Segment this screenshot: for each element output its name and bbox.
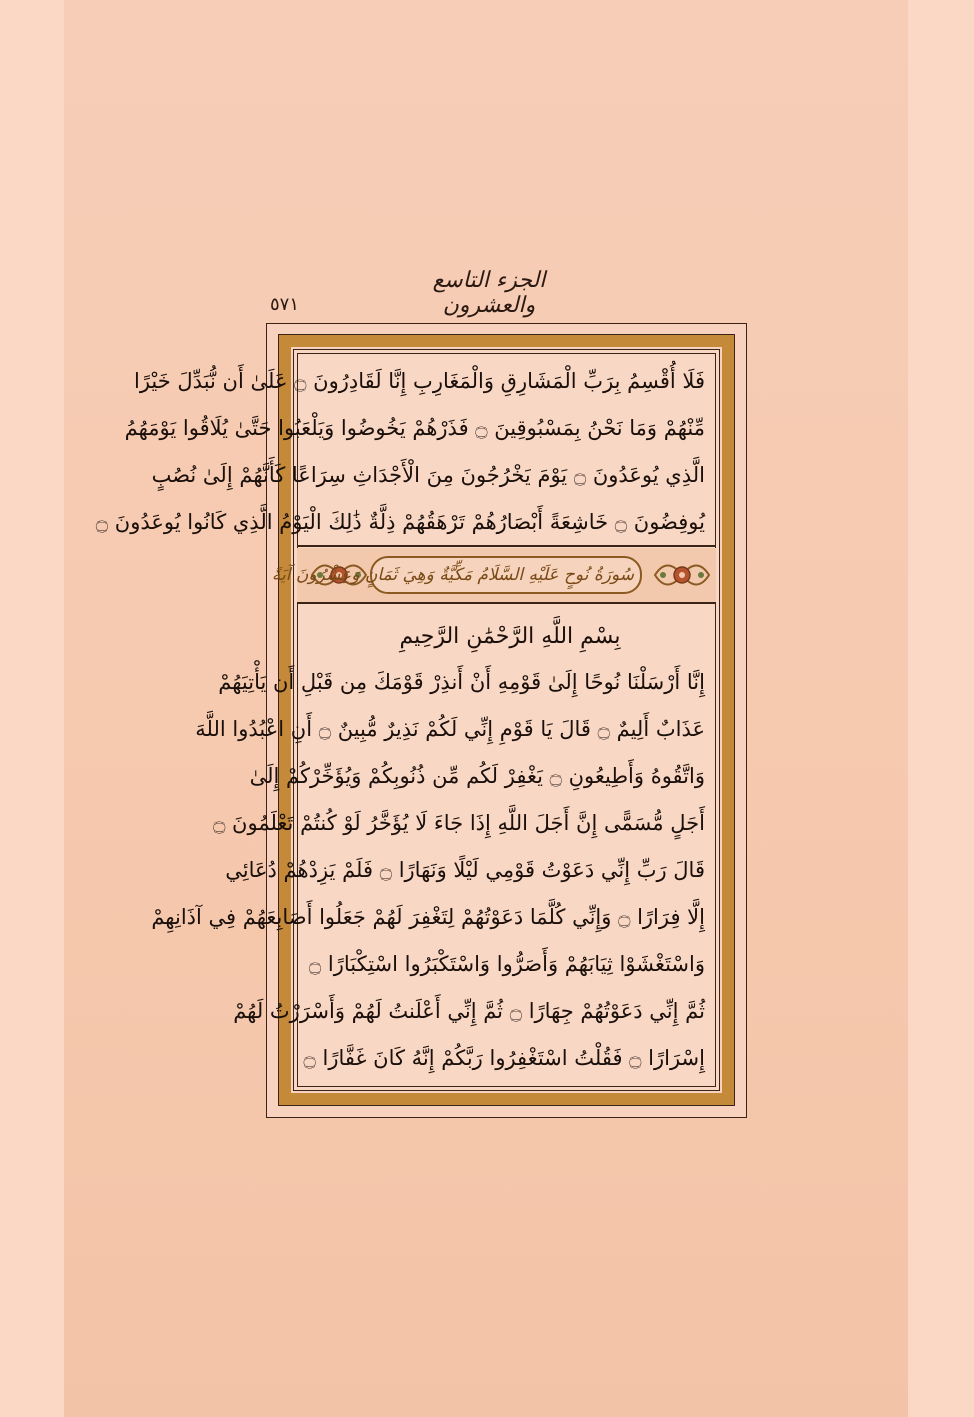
sura-band-rule-bottom	[297, 602, 716, 604]
basmala: بِسْمِ اللَّهِ الرَّحْمَٰنِ الرَّحِيمِ	[399, 624, 621, 649]
text-line: الَّذِي يُوعَدُونَ ۝ يَوْمَ يَخْرُجُونَ مِنَ الْأَجْدَاثِ سِرَاعًا كَأَنَّهُمْ إِلَىٰ نُصُبٍ	[151, 463, 705, 487]
text-line: عَذَابٌ أَلِيمٌ ۝ قَالَ يَا قَوْمِ إِنِّي لَكُمْ نَذِيرٌ مُّبِينٌ ۝ أَنِ اعْبُدُوا اللَّهَ	[195, 717, 705, 741]
text-line: وَاتَّقُوهُ وَأَطِيعُونِ ۝ يَغْفِرْ لَكُم مِّن ذُنُوبِكُمْ وَيُؤَخِّرْكُمْ إِلَىٰ	[249, 764, 705, 788]
text-line: يُوفِضُونَ ۝ خَاشِعَةً أَبْصَارُهُمْ تَرْهَقُهُمْ ذِلَّةٌ ذَٰلِكَ الْيَوْمُ الَّذِي كَانُوا يُوعَدُونَ ۝	[95, 510, 705, 534]
juz-header: الجزء التاسع والعشرون	[432, 268, 546, 318]
floral-ornament-icon	[651, 552, 713, 598]
page-margin-right	[908, 0, 974, 1417]
page-number: ٥٧١	[270, 294, 300, 315]
text-line: فَلَا أُقْسِمُ بِرَبِّ الْمَشَارِقِ وَالْمَغَارِبِ إِنَّا لَقَادِرُونَ ۝ عَلَىٰ أَن نُّبَدِّلَ خَيْرًا	[134, 369, 705, 393]
text-line: وَاسْتَغْشَوْا ثِيَابَهُمْ وَأَصَرُّوا وَاسْتَكْبَرُوا اسْتِكْبَارًا ۝	[308, 952, 705, 976]
text-line: أَجَلٍ مُّسَمًّى إِنَّ أَجَلَ اللَّهِ إِذَا جَاءَ لَا يُؤَخَّرُ لَوْ كُنتُمْ تَعْلَمُونَ ۝	[213, 811, 705, 835]
text-line: مِّنْهُمْ وَمَا نَحْنُ بِمَسْبُوقِينَ ۝ فَذَرْهُمْ يَخُوضُوا وَيَلْعَبُوا حَتَّىٰ يُلَاقُوا يَوْمَهُمُ	[124, 416, 705, 440]
page-margin-left	[0, 0, 64, 1417]
text-line: قَالَ رَبِّ إِنِّي دَعَوْتُ قَوْمِي لَيْلًا وَنَهَارًا ۝ فَلَمْ يَزِدْهُمْ دُعَائِي	[225, 858, 705, 882]
sura-band-rule-top	[297, 545, 716, 547]
text-line: إِلَّا فِرَارًا ۝ وَإِنِّي كُلَّمَا دَعَوْتُهُمْ لِتَغْفِرَ لَهُمْ جَعَلُوا أَصَابِعَهُمْ فِي آذَانِهِمْ	[151, 905, 705, 929]
text-line: إِنَّا أَرْسَلْنَا نُوحًا إِلَىٰ قَوْمِهِ أَنْ أَنذِرْ قَوْمَكَ مِن قَبْلِ أَن يَأْتِيَهُمْ	[218, 670, 705, 694]
sura-title: سُورَةُ نُوحٍ عَلَيْهِ السَّلَامُ مَكِّيَّةٌ وَهِيَ ثَمَانٍ وَعِشْرُونَ آيَةً	[271, 565, 634, 585]
text-line: إِسْرَارًا ۝ فَقُلْتُ اسْتَغْفِرُوا رَبَّكُمْ إِنَّهُ كَانَ غَفَّارًا ۝	[303, 1046, 705, 1070]
text-line: ثُمَّ إِنِّي دَعَوْتُهُمْ جِهَارًا ۝ ثُمَّ إِنِّي أَعْلَنتُ لَهُمْ وَأَسْرَرْتُ لَهُمْ	[233, 999, 705, 1023]
